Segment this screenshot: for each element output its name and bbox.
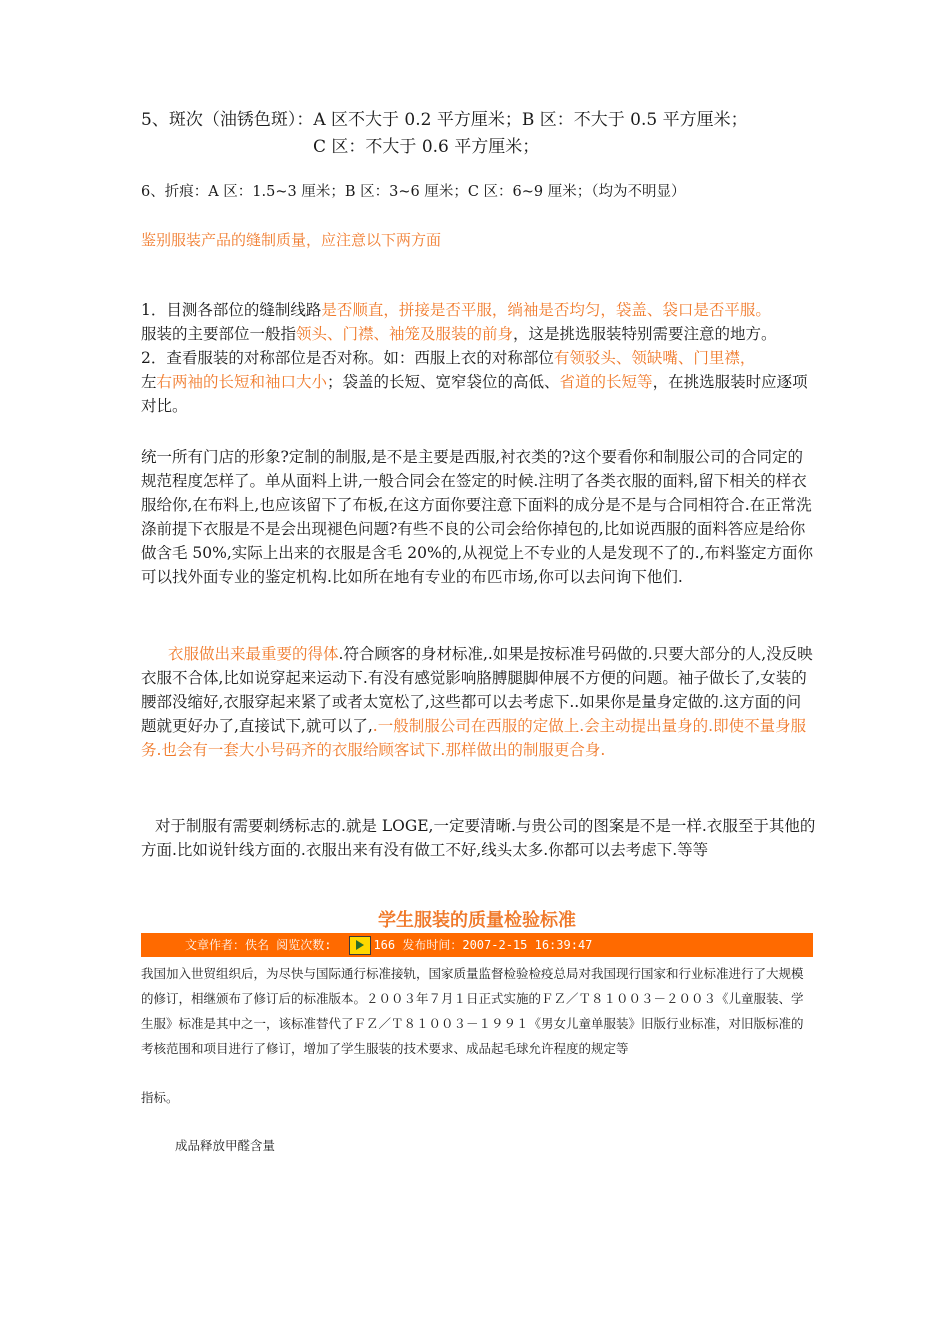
meta-count-date: 166 发布时间：2007-2-15 16:39:47 bbox=[373, 938, 593, 952]
section-heading: 鉴别服装产品的缝制质量，应注意以下两方面 bbox=[141, 231, 442, 249]
point-1-highlight: 是否顺直，拼接是否平服，绱袖是否均匀，袋盖、袋口是否平服。 bbox=[321, 301, 771, 319]
paragraph-embroidery bbox=[141, 814, 816, 862]
item-5 bbox=[141, 107, 821, 161]
article-body-end: 指标。 bbox=[141, 1090, 179, 1105]
point-1-cont-text: 服装的主要部位一般指 bbox=[141, 325, 297, 343]
point-2-highlight-3: 省道的长短等 bbox=[559, 373, 653, 391]
article-subheading: 成品释放甲醛含量 bbox=[175, 1138, 276, 1153]
point-2-highlight: 有领驳头、领缺嘴、门里襟， bbox=[553, 349, 756, 367]
point-1 bbox=[141, 298, 821, 322]
paragraph-fit bbox=[141, 642, 816, 762]
embroidery-text: 对于制服有需要刺绣标志的.就是 LOGE,一定要清晰.与贵公司的图案是不是一样.衣服至于其他的方面.比如说针线方面的.衣服出来有没有做工不好,线头太多.你都可以去考虑下.等等 bbox=[141, 817, 816, 859]
point-2-text: 2．查看服装的对称部位是否对称。如：西服上衣的对称部位 bbox=[141, 349, 554, 367]
point-2 bbox=[141, 346, 821, 418]
point-1-text: 1．目测各部位的缝制线路 bbox=[141, 301, 322, 319]
article-meta-bar bbox=[141, 933, 813, 957]
views-icon bbox=[349, 936, 371, 955]
fit-text: .符合顾客的身材标准,.如果是按标准号码做的.只要大部分的人,没反映衣服不合体,比如说穿起来运动下.有没有感觉影响胳膊腿脚伸展不方便的问题。袖子做长了,女装的腰部没缩好,衣服穿起来紧了或者太宽松了,这些都可以去考虑下..如果你是量身定做的.这方面的问题就更好办了,直接试下,就可以了, bbox=[141, 645, 813, 735]
item-5-line: 5、斑次（油锈色斑）：A 区不大于 0.2 平方厘米；B 区：不大于 0.5 平方厘米； bbox=[141, 110, 748, 130]
point-2-highlight-2: 右两袖的长短和袖口大小 bbox=[156, 373, 328, 391]
meta-author-views: 文章作者：佚名 阅览次数: bbox=[185, 938, 332, 952]
point-2-text-2: ；袋盖的长短、宽窄袋位的高低、 bbox=[327, 373, 560, 391]
point-1-cont-end: ，这是挑选服装特别需要注意的地方。 bbox=[513, 325, 777, 343]
article-body: 我国加入世贸组织后，为尽快与国际通行标准接轨，国家质量监督检验检疫总局对我国现行国家和行业标准进行了大规模的修订，相继颁布了修订后的标准版本。２００３年７月１日正式实施的ＦＺ／Ｔ８１００３－２００３《儿童服装、学生服》标准是其中之一，该标准替代了ＦＺ／Ｔ８１００３－１９９１《男女儿童单服装》旧版行业标准，对旧版标准的考核范围和项目进行了修订，增加了学生服装的技术要求、成品起毛球允许程度的规定等 bbox=[141, 966, 804, 1056]
point-1-cont bbox=[141, 322, 821, 346]
point-2-left: 左 bbox=[141, 373, 157, 391]
point-2-end: ，在挑选服装时应逐项对比。 bbox=[141, 373, 808, 415]
sewing-points bbox=[141, 298, 821, 418]
point-1-cont-highlight: 领头、门襟、袖笼及服装的前身 bbox=[296, 325, 514, 343]
fit-highlight: 衣服做出来最重要的得体 bbox=[168, 645, 339, 663]
paragraph-uniform-contract: 统一所有门店的形象?定制的制服,是不是主要是西服,衬衣类的?这个要看你和制服公司的合同定的规范程度怎样了。单从面料上讲,一般合同会在签定的时候.注明了各类衣服的面料,留下相关的样衣服给你,在布料上,也应该留下了布板,在这方面你要注意下面料的成分是不是与合同相符合.在正常洗涤前提下衣服是不是会出现褪色问题?有些不良的公司会给你掉包的,比如说西服的面料答应是给你做含毛 50%,实际上出来的衣服是含毛 20%的,从视觉上不专业的人是发现不了的.,布料鉴定方面你可以找外面专业的鉴定机构.比如所在地有专业的布匹市场,你可以去问询下他们. bbox=[141, 448, 813, 586]
item-6: 6、折痕：A 区：1.5~3 厘米；B 区：3~6 厘米；C 区：6~9 厘米；（均为不明显） bbox=[141, 184, 686, 200]
fit-highlight-end: .一般制服公司在西服的定做上.会主动提出量身的.即使不量身服务.也会有一套大小号码齐的衣服给顾客试下.那样做出的制服更合身. bbox=[141, 717, 807, 759]
item-5-cont: C 区：不大于 0.6 平方厘米； bbox=[313, 137, 540, 157]
article-title: 学生服装的质量检验标准 bbox=[378, 910, 576, 931]
